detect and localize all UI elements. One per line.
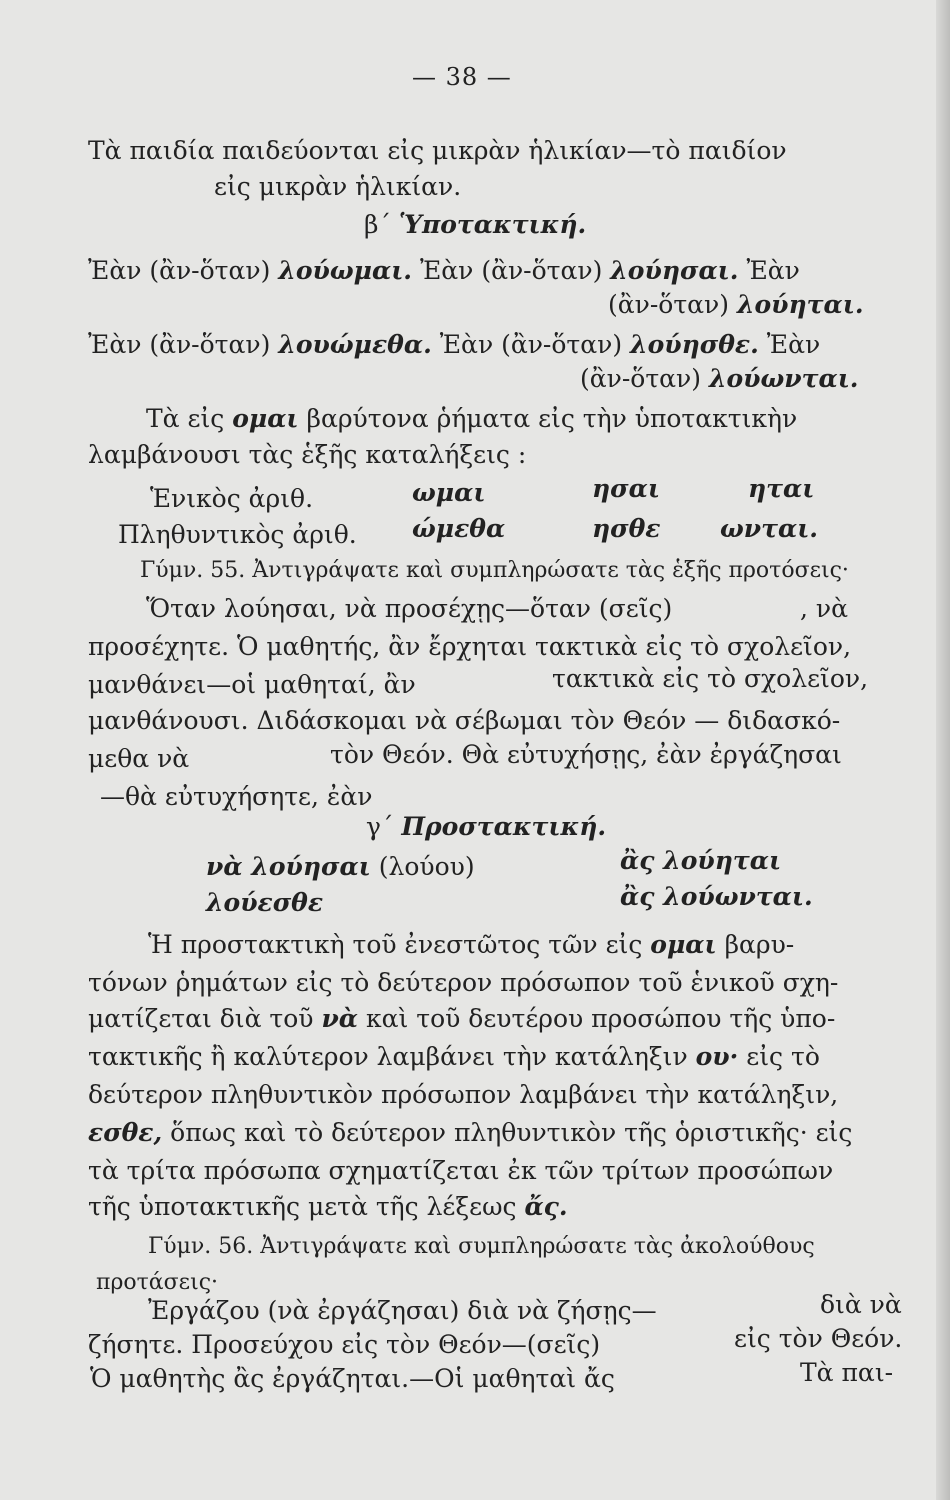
text-line: μανθάνουσι. Διδάσκομαι νὰ σέβωμαι τὸν Θεόν — διδασκό- (88, 706, 841, 735)
verb-form: λούωμαι. (278, 256, 413, 285)
text-line: τὰ τρίτα πρόσωπα σχηματίζεται ἐκ τῶν τρίτων προσώπων (88, 1156, 834, 1185)
text-span: Ὅταν λούησαι, νὰ προσέχῃς—ὅταν (σεῖς) (146, 594, 673, 623)
text-line: εἰς τὸν Θεόν. (734, 1324, 903, 1353)
text-span: Ἐὰν (ἂν-ὅταν) (439, 330, 623, 359)
section-heading-c (366, 812, 606, 842)
ending: εσθε, (88, 1118, 163, 1147)
text-span: Ἐὰν (766, 330, 821, 359)
text-line (608, 290, 864, 320)
verb-form: νὰ λούησαι (206, 852, 371, 881)
text-line (88, 256, 800, 286)
text-span: βαρυ- (724, 930, 795, 959)
text-line (146, 594, 672, 624)
text-span: Ἡ προστακτικὴ τοῦ ἐνεστῶτος τῶν εἰς (148, 930, 643, 959)
text-line: Τὰ παιδία παιδεύονται εἰς μικρὰν ἡλικίαν—τὸ παιδίον (88, 136, 787, 165)
text-line: μανθάνει—οἱ μαθηταί, ἂν (88, 670, 416, 699)
text-line (88, 1004, 835, 1034)
text-span: Τὰ εἰς (146, 404, 225, 433)
section-title: Ὑποτακτική. (398, 210, 587, 239)
verb-form: λούηται. (736, 290, 864, 319)
text-line: τακτικὰ εἰς τὸ σχολεῖον, (552, 664, 869, 693)
singular-label: Ἑνικὸς ἀριθ. (150, 484, 314, 513)
text-line: Ὁ μαθητὴς ἂς ἐργάζηται.—Οἱ μαθηταὶ ἄς (90, 1364, 615, 1393)
section-heading-b (364, 210, 586, 240)
text-line: —θὰ εὐτυχήσητε, ἐὰν (100, 782, 373, 811)
text-span: Ἐὰν (ἂν-ὅταν) (88, 330, 271, 359)
section-number: β΄ (364, 210, 391, 239)
text-span: (ἂν-ὅταν) (608, 290, 729, 319)
text-span: ματίζεται διὰ τοῦ (88, 1004, 314, 1033)
text-line: διὰ νὰ (820, 1290, 902, 1319)
text-line: μεθα νὰ (88, 744, 190, 773)
verb-form: λούησθε. (630, 330, 759, 359)
text-span: ὅπως καὶ τὸ δεύτερον πληθυντικὸν τῆς ὁριστικῆς· εἰς (170, 1118, 853, 1147)
text-line (88, 330, 820, 360)
ending-cell: ωμαι (412, 478, 486, 507)
page-number: — 38 — (412, 63, 512, 91)
ending-cell: ησθε (592, 514, 661, 543)
text-line (88, 1118, 852, 1148)
text-span: τακτικῆς ἢ καλύτερον λαμβάνει τὴν κατάληξιν (88, 1042, 688, 1071)
text-span: τῆς ὑποτακτικῆς μετὰ τῆς λέξεως (88, 1192, 517, 1221)
text-span: καὶ τοῦ δευτέρου προσώπου τῆς ὑπο- (366, 1004, 836, 1033)
text-line: εἰς μικρὰν ἡλικίαν. (214, 172, 462, 201)
verb-form: λούεσθε (206, 888, 324, 917)
text-line: Ἐργάζου (νὰ ἐργάζησαι) διὰ νὰ ζήσῃς— (148, 1296, 657, 1325)
text-line: τὸν Θεόν. Θὰ εὐτυχήσῃς, ἐὰν ἐργάζησαι (330, 740, 842, 769)
keyword: νὰ (321, 1004, 359, 1033)
text-line: Τὰ παι- (800, 1358, 894, 1387)
ending-cell: ησαι (592, 474, 660, 503)
text-line: , νὰ (800, 594, 848, 623)
ending: ομαι (650, 930, 717, 959)
exercise-heading: Γύμν. 56. Ἀντιγράψατε καὶ συμπληρώσατε τὰς ἀκολούθους (148, 1234, 815, 1259)
text-span: Ἐὰν (ἂν-ὅταν) (419, 256, 603, 285)
exercise-heading: Γύμν. 55. Ἀντιγράψατε καὶ συμπληρώσατε τὰς ἑξῆς προτόσεις· (140, 558, 849, 583)
text-line: ζήσητε. Προσεύχου εἰς τὸν Θεόν—(σεῖς) (88, 1330, 601, 1359)
plural-label: Πληθυντικὸς ἀριθ. (118, 520, 357, 549)
text-span: (λούου) (378, 852, 475, 881)
keyword: ἄς. (524, 1192, 568, 1221)
section-title: Προστακτική. (401, 812, 607, 841)
text-line: τόνων ῥημάτων εἰς τὸ δεύτερον πρόσωπον τοῦ ἑνικοῦ σχη- (88, 968, 839, 997)
text-span: βαρύτονα ῥήματα εἰς τὴν ὑποτακτικὴν (306, 404, 798, 433)
verb-form: λουώμεθα. (278, 330, 432, 359)
text-line: δεύτερον πληθυντικὸν πρόσωπον λαμβάνει τὴν κατάληξιν, (88, 1080, 839, 1109)
ending-cell: ώμεθα (412, 514, 506, 543)
text-line (148, 930, 794, 960)
text-span: Ἐὰν (ἂν-ὅταν) (88, 256, 271, 285)
text-span: Ἐὰν (746, 256, 800, 285)
ending-cell: ηται (748, 474, 815, 503)
text-span: εἰς τὸ (746, 1042, 820, 1071)
page-edge-shadow (936, 0, 950, 1500)
text-line (580, 364, 859, 394)
text-line: προσέχητε. Ὁ μαθητής, ἂν ἔρχηται τακτικὰ εἰς τὸ σχολεῖον, (88, 632, 852, 661)
verb-form: λούωνται. (708, 364, 859, 393)
text-line (88, 1192, 568, 1222)
text-span: (ἂν-ὅταν) (580, 364, 701, 393)
verb-form: λούησαι. (610, 256, 739, 285)
text-line (146, 404, 797, 434)
text-line (88, 1042, 820, 1072)
ending: ομαι (232, 404, 299, 433)
text-line: προτάσεις· (96, 1270, 219, 1295)
ending-cell: ωνται. (720, 514, 819, 543)
verb-form: ἂς λούηται (620, 846, 782, 875)
verb-form: ἂς λούωνται. (620, 882, 813, 911)
ending: ου· (695, 1042, 739, 1071)
text-line: λαμβάνουσι τὰς ἑξῆς καταλήξεις : (88, 440, 527, 469)
section-number: γ΄ (366, 812, 394, 841)
imperative-line (206, 852, 475, 882)
